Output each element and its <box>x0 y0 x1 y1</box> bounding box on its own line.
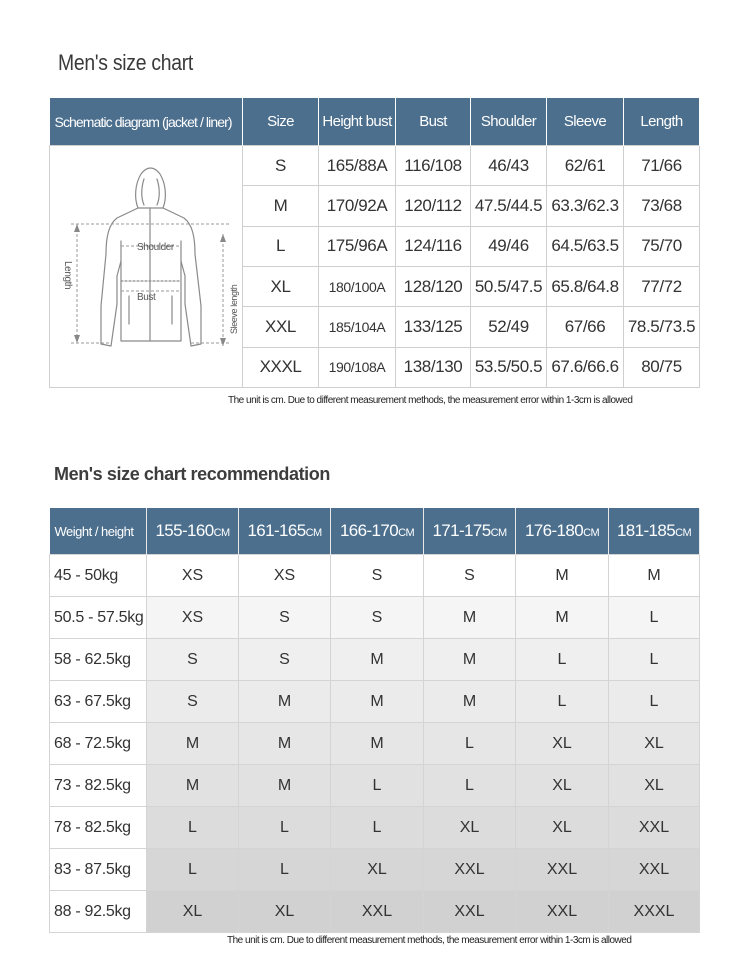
recommended-size-cell: XXL <box>609 849 700 891</box>
recommended-size-cell: L <box>239 849 331 891</box>
recommended-size-cell: XXL <box>609 807 700 849</box>
header-weight-height: Weight / height <box>50 508 147 555</box>
size-cell-height-bust: 190/108A <box>319 347 396 387</box>
size-cell-length: 78.5/73.5 <box>624 307 700 347</box>
recommended-size-cell: M <box>147 723 239 765</box>
recommended-size-cell: XL <box>516 765 609 807</box>
recommended-size-cell: L <box>239 807 331 849</box>
recommendation-row <box>50 555 700 597</box>
diagram-label-bust: Bust <box>136 292 155 303</box>
recommended-size-cell: L <box>609 681 700 723</box>
size-cell-height-bust: 175/96A <box>319 226 396 266</box>
size-cell-bust: 120/112 <box>396 186 471 226</box>
recommended-size-cell: M <box>424 597 516 639</box>
recommended-size-cell: XL <box>424 807 516 849</box>
size-chart-header-row <box>50 98 700 146</box>
size-cell-sleeve: 64.5/63.5 <box>547 226 624 266</box>
size-row <box>50 146 700 186</box>
recommended-size-cell: L <box>424 723 516 765</box>
size-cell-bust: 116/108 <box>396 146 471 186</box>
size-cell-sleeve: 62/61 <box>547 146 624 186</box>
height-unit-label: CM <box>213 527 230 539</box>
height-range-label: 181-185 <box>616 521 676 540</box>
size-cell-length: 71/66 <box>624 146 700 186</box>
recommendation-row <box>50 765 700 807</box>
size-cell-bust: 128/120 <box>396 266 471 306</box>
recommended-size-cell: S <box>331 597 424 639</box>
weight-range-cell: 58 - 62.5kg <box>50 639 147 681</box>
size-cell-sleeve: 67/66 <box>547 307 624 347</box>
height-range-label: 161-165 <box>247 521 306 540</box>
recommended-size-cell: XXXL <box>609 891 700 933</box>
recommended-size-cell: M <box>239 681 331 723</box>
jacket-diagram-cell <box>50 146 243 388</box>
header-bust: Bust <box>396 98 471 146</box>
size-cell-length: 80/75 <box>624 347 700 387</box>
height-range-header <box>609 508 700 555</box>
size-cell-size: XXXL <box>243 347 319 387</box>
size-cell-height-bust: 185/104A <box>319 307 396 347</box>
height-range-label: 166-170 <box>339 521 399 540</box>
header-sleeve: Sleeve <box>547 98 624 146</box>
height-range-header <box>239 508 331 555</box>
recommended-size-cell: L <box>147 849 239 891</box>
weight-range-cell: 73 - 82.5kg <box>50 765 147 807</box>
header-shoulder: Shoulder <box>471 98 547 146</box>
size-cell-size: M <box>243 186 319 226</box>
recommended-size-cell: XXL <box>331 891 424 933</box>
size-cell-size: XXL <box>243 307 319 347</box>
recommended-size-cell: XL <box>331 849 424 891</box>
weight-range-cell: 63 - 67.5kg <box>50 681 147 723</box>
recommended-size-cell: L <box>424 765 516 807</box>
size-cell-length: 75/70 <box>624 226 700 266</box>
recommended-size-cell: XXL <box>516 849 609 891</box>
height-range-header <box>424 508 516 555</box>
size-cell-bust: 133/125 <box>396 307 471 347</box>
size-cell-height-bust: 180/100A <box>319 266 396 306</box>
recommended-size-cell: S <box>331 555 424 597</box>
diagram-label-sleeve: Sleeve length <box>228 284 239 334</box>
recommended-size-cell: XL <box>516 723 609 765</box>
recommendation-header-row <box>50 508 700 555</box>
height-unit-label: CM <box>490 527 507 539</box>
diagram-label-shoulder: Shoulder <box>136 242 174 253</box>
size-chart-table <box>49 98 700 388</box>
recommended-size-cell: XL <box>609 723 700 765</box>
recommended-size-cell: M <box>239 723 331 765</box>
size-cell-shoulder: 47.5/44.5 <box>471 186 547 226</box>
recommended-size-cell: M <box>331 723 424 765</box>
recommended-size-cell: XS <box>239 555 331 597</box>
weight-range-cell: 78 - 82.5kg <box>50 807 147 849</box>
header-size: Size <box>243 98 319 146</box>
recommended-size-cell: M <box>147 765 239 807</box>
size-cell-length: 73/68 <box>624 186 700 226</box>
recommended-size-cell: M <box>424 639 516 681</box>
size-cell-sleeve: 65.8/64.8 <box>547 266 624 306</box>
recommended-size-cell: L <box>516 639 609 681</box>
recommendation-row <box>50 891 700 933</box>
weight-range-cell: 83 - 87.5kg <box>50 849 147 891</box>
size-cell-sleeve: 63.3/62.3 <box>547 186 624 226</box>
size-chart-title: Men's size chart <box>58 50 194 75</box>
recommended-size-cell: L <box>609 597 700 639</box>
size-cell-bust: 124/116 <box>396 226 471 266</box>
size-cell-shoulder: 46/43 <box>471 146 547 186</box>
recommendation-row <box>50 807 700 849</box>
recommended-size-cell: XXL <box>424 849 516 891</box>
size-cell-height-bust: 165/88A <box>319 146 396 186</box>
recommended-size-cell: XS <box>147 555 239 597</box>
size-chart-note: The unit is cm. Due to different measurement methods, the measurement error within 1-3cm is allowed <box>228 395 633 406</box>
recommendation-row <box>50 849 700 891</box>
recommended-size-cell: S <box>147 681 239 723</box>
recommended-size-cell: XXL <box>424 891 516 933</box>
recommended-size-cell: L <box>609 639 700 681</box>
jacket-diagram <box>51 146 242 382</box>
recommended-size-cell: S <box>239 597 331 639</box>
recommendation-table <box>49 508 700 933</box>
recommendation-row <box>50 723 700 765</box>
recommended-size-cell: S <box>239 639 331 681</box>
recommendation-title: Men's size chart recommendation <box>54 464 330 484</box>
recommended-size-cell: M <box>516 555 609 597</box>
recommended-size-cell: M <box>609 555 700 597</box>
height-range-label: 176-180 <box>524 521 584 540</box>
height-range-header <box>147 508 239 555</box>
weight-range-cell: 45 - 50kg <box>50 555 147 597</box>
size-cell-size: S <box>243 146 319 186</box>
recommended-size-cell: XS <box>147 597 239 639</box>
recommended-size-cell: S <box>147 639 239 681</box>
header-height-bust: Height bust <box>319 98 396 146</box>
recommendation-note: The unit is cm. Due to different measurement methods, the measurement error within 1-3cm is allowed <box>227 935 632 946</box>
recommended-size-cell: XL <box>239 891 331 933</box>
recommended-size-cell: M <box>331 639 424 681</box>
height-range-header <box>516 508 609 555</box>
height-unit-label: CM <box>305 527 322 539</box>
recommended-size-cell: L <box>331 765 424 807</box>
size-cell-shoulder: 53.5/50.5 <box>471 347 547 387</box>
recommended-size-cell: XXL <box>516 891 609 933</box>
weight-range-cell: 68 - 72.5kg <box>50 723 147 765</box>
height-range-label: 155-160 <box>155 521 214 540</box>
recommended-size-cell: XL <box>609 765 700 807</box>
height-unit-label: CM <box>398 527 415 539</box>
recommendation-row <box>50 639 700 681</box>
size-cell-shoulder: 49/46 <box>471 226 547 266</box>
header-schematic: Schematic diagram (jacket / liner) <box>50 98 243 146</box>
recommended-size-cell: L <box>331 807 424 849</box>
size-cell-size: XL <box>243 266 319 306</box>
header-length: Length <box>624 98 700 146</box>
recommendation-row <box>50 597 700 639</box>
recommendation-row <box>50 681 700 723</box>
recommended-size-cell: S <box>424 555 516 597</box>
size-cell-shoulder: 52/49 <box>471 307 547 347</box>
height-unit-label: CM <box>675 527 692 539</box>
recommended-size-cell: M <box>424 681 516 723</box>
recommended-size-cell: M <box>331 681 424 723</box>
diagram-label-length: Length <box>61 261 73 290</box>
recommended-size-cell: L <box>147 807 239 849</box>
size-cell-size: L <box>243 226 319 266</box>
recommended-size-cell: M <box>516 597 609 639</box>
size-cell-length: 77/72 <box>624 266 700 306</box>
recommended-size-cell: XL <box>516 807 609 849</box>
recommended-size-cell: XL <box>147 891 239 933</box>
size-cell-height-bust: 170/92A <box>319 186 396 226</box>
size-cell-bust: 138/130 <box>396 347 471 387</box>
recommended-size-cell: L <box>516 681 609 723</box>
size-cell-shoulder: 50.5/47.5 <box>471 266 547 306</box>
weight-range-cell: 88 - 92.5kg <box>50 891 147 933</box>
height-range-header <box>331 508 424 555</box>
recommended-size-cell: M <box>239 765 331 807</box>
size-cell-sleeve: 67.6/66.6 <box>547 347 624 387</box>
height-range-label: 171-175 <box>432 521 491 540</box>
height-unit-label: CM <box>583 527 600 539</box>
weight-range-cell: 50.5 - 57.5kg <box>50 597 147 639</box>
